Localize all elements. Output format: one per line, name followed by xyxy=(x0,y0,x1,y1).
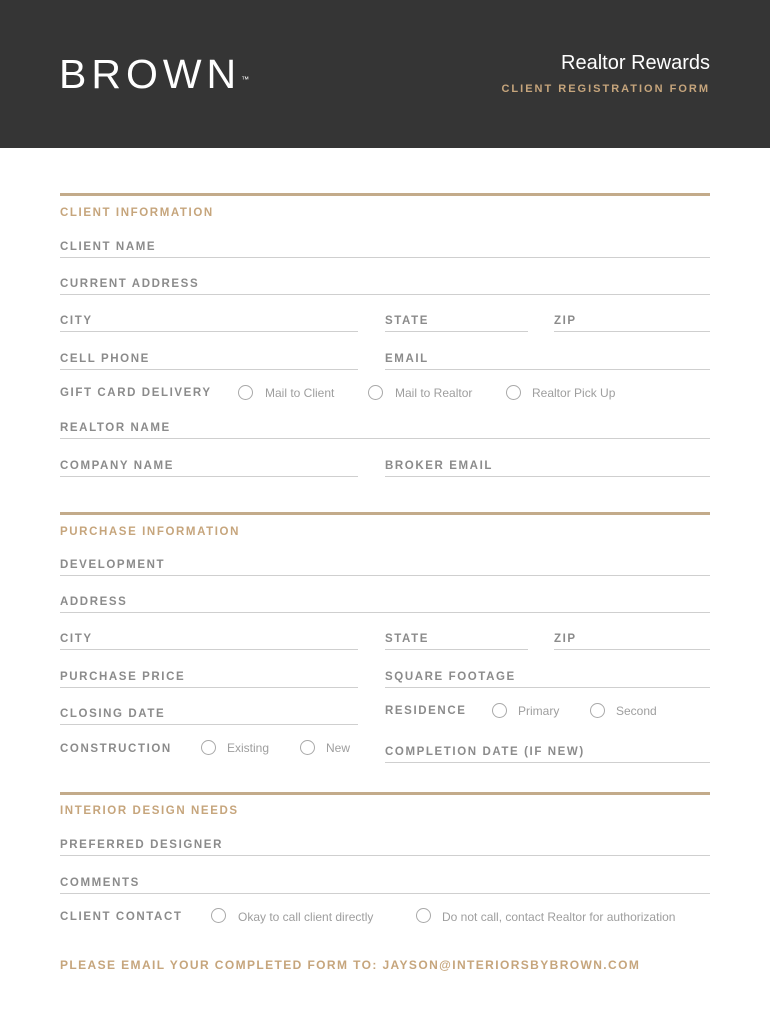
client-contact-label: CLIENT CONTACT xyxy=(60,911,183,923)
radio-primary[interactable] xyxy=(492,703,507,718)
section-divider-design xyxy=(60,792,710,795)
closing-date-label: CLOSING DATE xyxy=(60,708,166,720)
section-title-client: CLIENT INFORMATION xyxy=(60,207,214,219)
header-bar xyxy=(0,0,770,148)
client-city-label: CITY xyxy=(60,315,93,327)
option-okay-to-call: Okay to call client directly xyxy=(238,910,374,924)
brand-logo-text: BROWN xyxy=(59,51,242,97)
radio-mail-to-client[interactable] xyxy=(238,385,253,400)
purchase-city-field[interactable] xyxy=(60,629,358,650)
email-label: EMAIL xyxy=(385,353,429,365)
residence-label: RESIDENCE xyxy=(385,705,467,717)
company-name-label: COMPANY NAME xyxy=(60,460,174,472)
option-mail-to-client: Mail to Client xyxy=(265,386,335,400)
completion-date-field[interactable] xyxy=(385,742,710,763)
option-realtor-pick-up: Realtor Pick Up xyxy=(532,386,616,400)
option-do-not-call: Do not call, contact Realtor for authorization xyxy=(442,910,676,924)
radio-okay-to-call[interactable] xyxy=(211,908,226,923)
option-mail-to-realtor: Mail to Realtor xyxy=(395,386,473,400)
radio-mail-to-realtor[interactable] xyxy=(368,385,383,400)
client-name-field[interactable] xyxy=(60,237,710,258)
option-second: Second xyxy=(616,704,657,718)
closing-date-field[interactable] xyxy=(60,704,358,725)
purchase-address-label: ADDRESS xyxy=(60,596,128,608)
client-zip-field[interactable] xyxy=(554,311,710,332)
realtor-name-label: REALTOR NAME xyxy=(60,422,171,434)
section-divider-client xyxy=(60,193,710,196)
preferred-designer-field[interactable] xyxy=(60,835,710,856)
form-title: Realtor Rewards xyxy=(561,52,710,74)
radio-do-not-call[interactable] xyxy=(416,908,431,923)
realtor-name-field[interactable] xyxy=(60,418,710,439)
purchase-price-field[interactable] xyxy=(60,667,358,688)
completion-date-label: COMPLETION DATE (IF NEW) xyxy=(385,746,585,758)
broker-email-label: BROKER EMAIL xyxy=(385,460,494,472)
email-field[interactable] xyxy=(385,349,710,370)
square-footage-field[interactable] xyxy=(385,667,710,688)
client-zip-label: ZIP xyxy=(554,315,577,327)
preferred-designer-label: PREFERRED DESIGNER xyxy=(60,839,223,851)
development-label: DEVELOPMENT xyxy=(60,559,166,571)
cell-phone-field[interactable] xyxy=(60,349,358,370)
purchase-state-field[interactable] xyxy=(385,629,528,650)
section-divider-purchase xyxy=(60,512,710,515)
square-footage-label: SQUARE FOOTAGE xyxy=(385,671,516,683)
radio-existing[interactable] xyxy=(201,740,216,755)
form-subtitle: CLIENT REGISTRATION FORM xyxy=(501,83,710,95)
section-title-design: INTERIOR DESIGN NEEDS xyxy=(60,805,239,817)
purchase-city-label: CITY xyxy=(60,633,93,645)
current-address-field[interactable] xyxy=(60,274,710,295)
section-title-purchase: PURCHASE INFORMATION xyxy=(60,526,241,538)
option-primary: Primary xyxy=(518,704,560,718)
company-name-field[interactable] xyxy=(60,456,358,477)
comments-label: COMMENTS xyxy=(60,877,140,889)
client-state-field[interactable] xyxy=(385,311,528,332)
purchase-address-field[interactable] xyxy=(60,592,710,613)
purchase-zip-label: ZIP xyxy=(554,633,577,645)
purchase-zip-field[interactable] xyxy=(554,629,710,650)
option-existing: Existing xyxy=(227,741,270,755)
broker-email-field[interactable] xyxy=(385,456,710,477)
gift-card-delivery-label: GIFT CARD DELIVERY xyxy=(60,387,212,399)
client-name-label: CLIENT NAME xyxy=(60,241,157,253)
radio-realtor-pick-up[interactable] xyxy=(506,385,521,400)
trademark-mark: ™ xyxy=(241,75,250,84)
purchase-state-label: STATE xyxy=(385,633,429,645)
option-new: New xyxy=(326,741,351,755)
construction-label: CONSTRUCTION xyxy=(60,743,172,755)
current-address-label: CURRENT ADDRESS xyxy=(60,278,200,290)
radio-second[interactable] xyxy=(590,703,605,718)
development-field[interactable] xyxy=(60,555,710,576)
brand-logo xyxy=(59,50,249,98)
purchase-price-label: PURCHASE PRICE xyxy=(60,671,186,683)
client-state-label: STATE xyxy=(385,315,429,327)
comments-field[interactable] xyxy=(60,873,710,894)
client-city-field[interactable] xyxy=(60,311,358,332)
cell-phone-label: CELL PHONE xyxy=(60,353,150,365)
submission-instructions: PLEASE EMAIL YOUR COMPLETED FORM TO: JAYSON@INTERIORSBYBROWN.COM xyxy=(60,958,641,972)
radio-new[interactable] xyxy=(300,740,315,755)
